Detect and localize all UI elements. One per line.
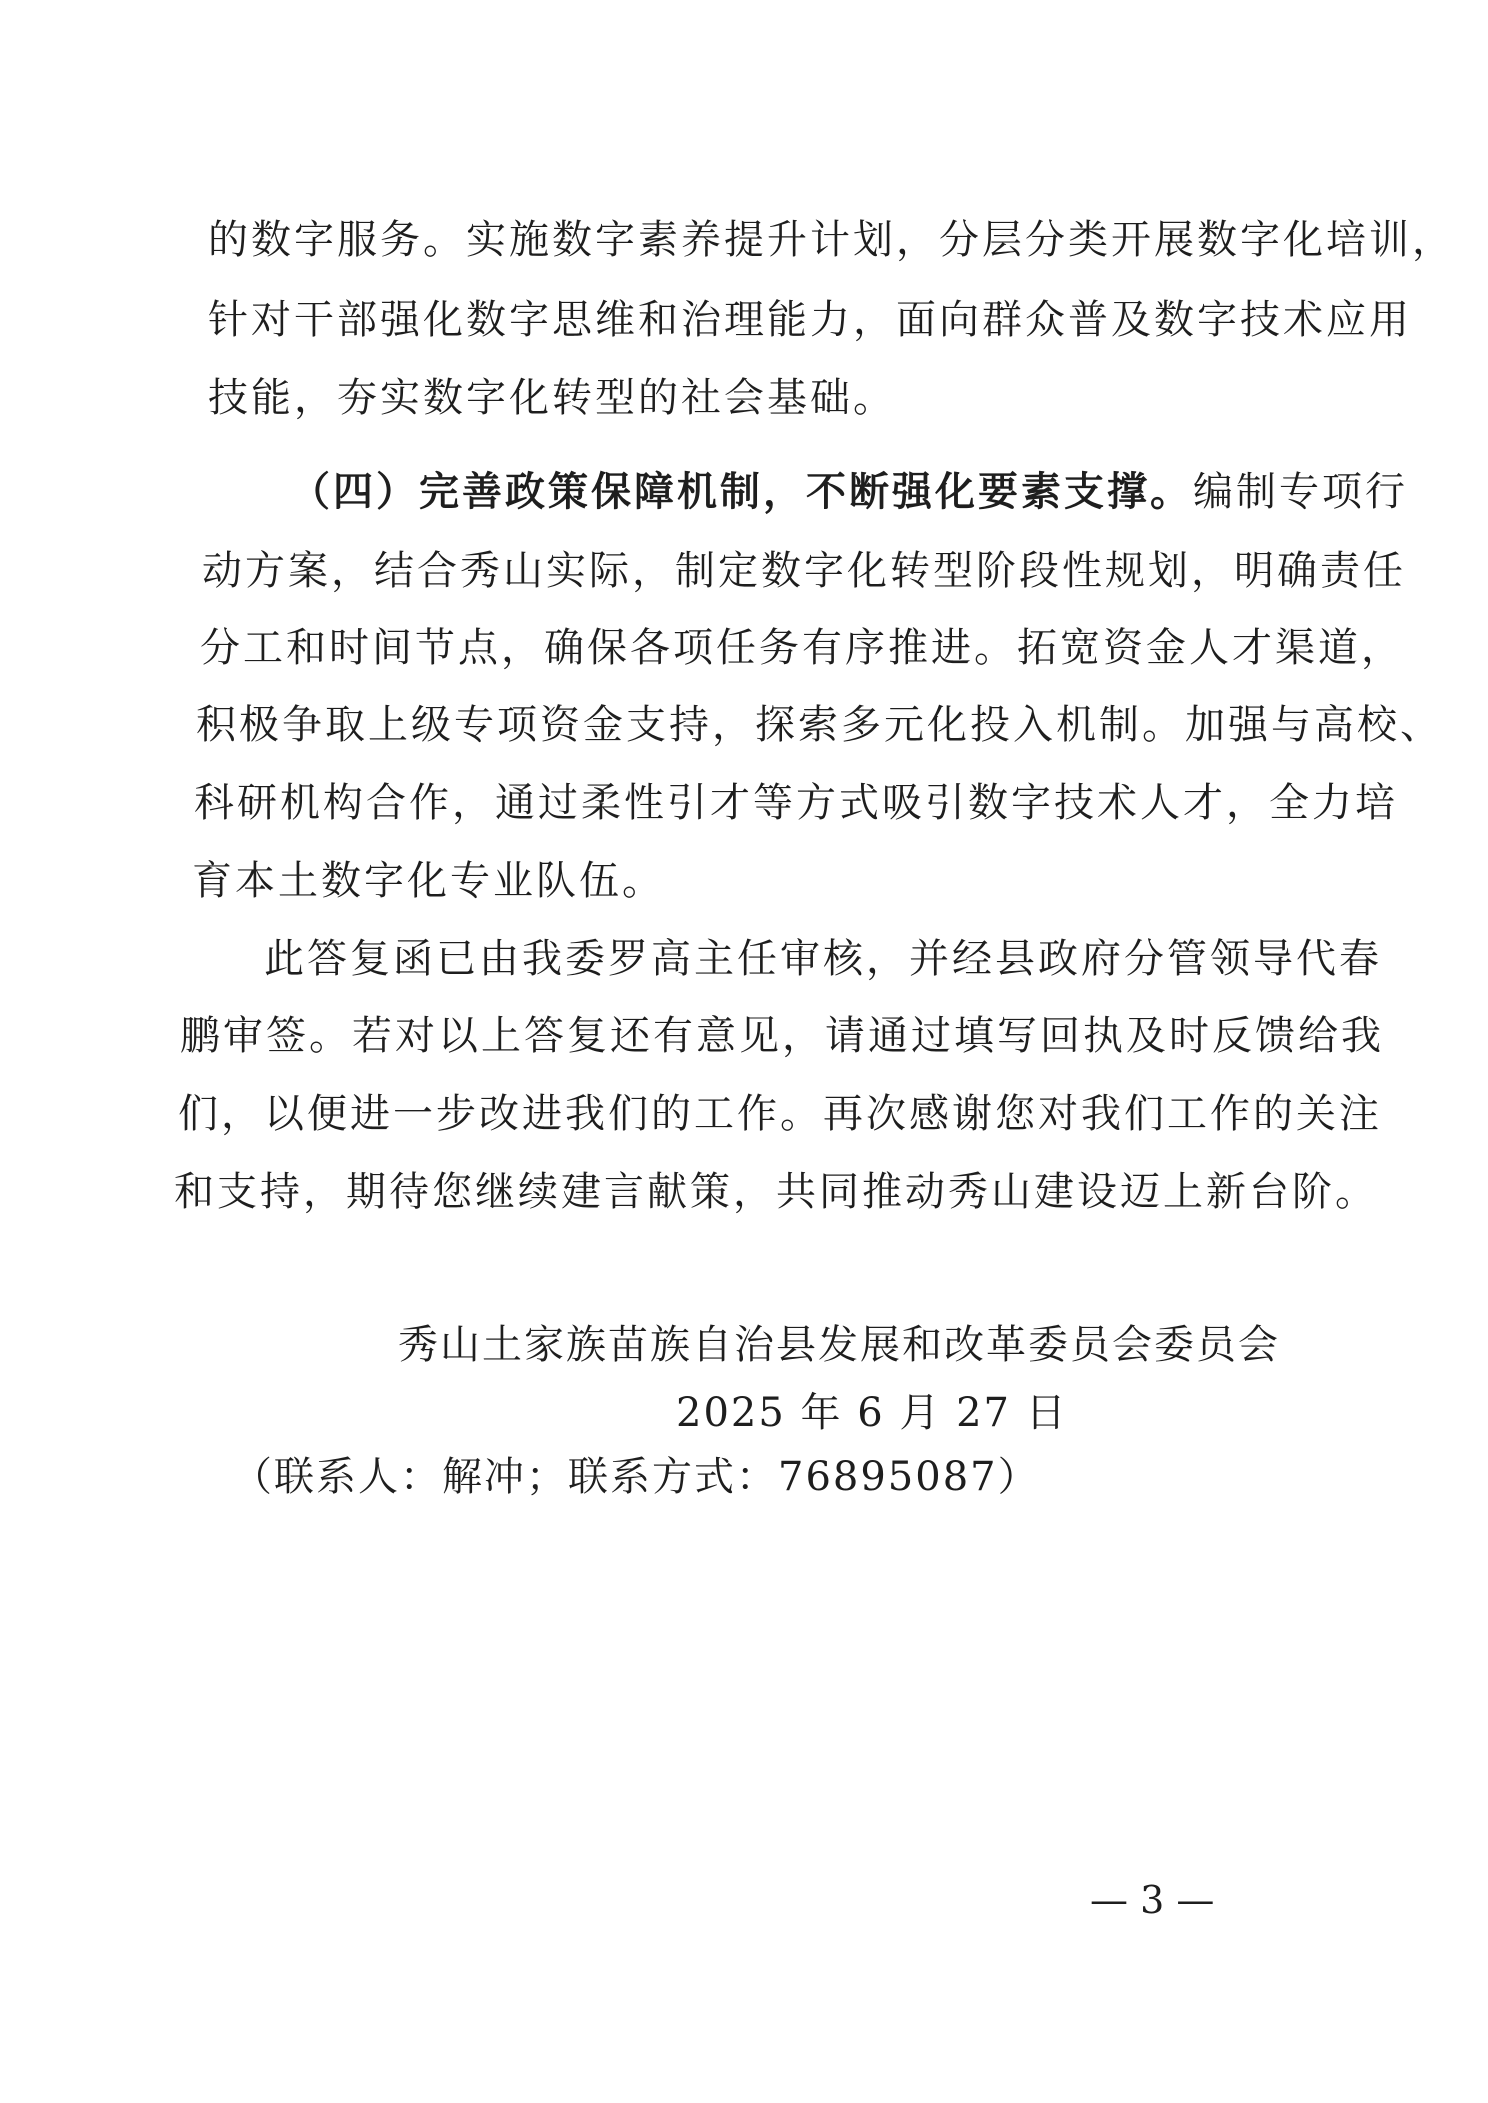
paragraph-1-line-1: 的数字服务。实施数字素养提升计划，分层分类开展数字化培训， bbox=[208, 217, 1455, 263]
paragraph-2-line-3: 分工和时间节点，确保各项任务有序推进。拓宽资金人才渠道， bbox=[200, 625, 1404, 671]
paragraph-1-line-3: 技能，夯实数字化转型的社会基础。 bbox=[208, 375, 896, 421]
paragraph-2-line-6: 育本土数字化专业队伍。 bbox=[192, 858, 665, 904]
section-heading: （四）完善政策保障机制，不断强化要素支撑。 bbox=[290, 468, 1193, 515]
issuing-organization: 秀山土家族苗族自治县发展和改革委员会委员会 bbox=[398, 1322, 1280, 1368]
paragraph-2-line-4: 积极争取上级专项资金支持，探索多元化投入机制。加强与高校、 bbox=[196, 702, 1443, 748]
page-number: — 3 — bbox=[1090, 1878, 1215, 1922]
paragraph-3-line-2: 鹏审签。若对以上答复还有意见，请通过填写回执及时反馈给我 bbox=[180, 1013, 1384, 1059]
issue-date: 2025 年 6 月 27 日 bbox=[676, 1390, 1068, 1436]
paragraph-3-line-3: 们，以便进一步改进我们的工作。再次感谢您对我们工作的关注 bbox=[178, 1091, 1382, 1137]
contact-info: （联系人：解冲；联系方式：76895087） bbox=[232, 1454, 1040, 1500]
paragraph-2-line-2: 动方案，结合秀山实际，制定数字化转型阶段性规划，明确责任 bbox=[202, 548, 1406, 594]
paragraph-2-line-1-rest: 编制专项行 bbox=[1193, 469, 1408, 515]
paragraph-2-line-5: 科研机构合作，通过柔性引才等方式吸引数字技术人才，全力培 bbox=[194, 780, 1398, 826]
paragraph-3-line-1: 此答复函已由我委罗高主任审核，并经县政府分管领导代春 bbox=[264, 936, 1382, 982]
paragraph-2-line-1 bbox=[290, 466, 1408, 518]
paragraph-3-line-4: 和支持，期待您继续建言献策，共同推动秀山建设迈上新台阶。 bbox=[174, 1169, 1378, 1215]
paragraph-1-line-2: 针对干部强化数字思维和治理能力，面向群众普及数字技术应用 bbox=[208, 297, 1412, 343]
